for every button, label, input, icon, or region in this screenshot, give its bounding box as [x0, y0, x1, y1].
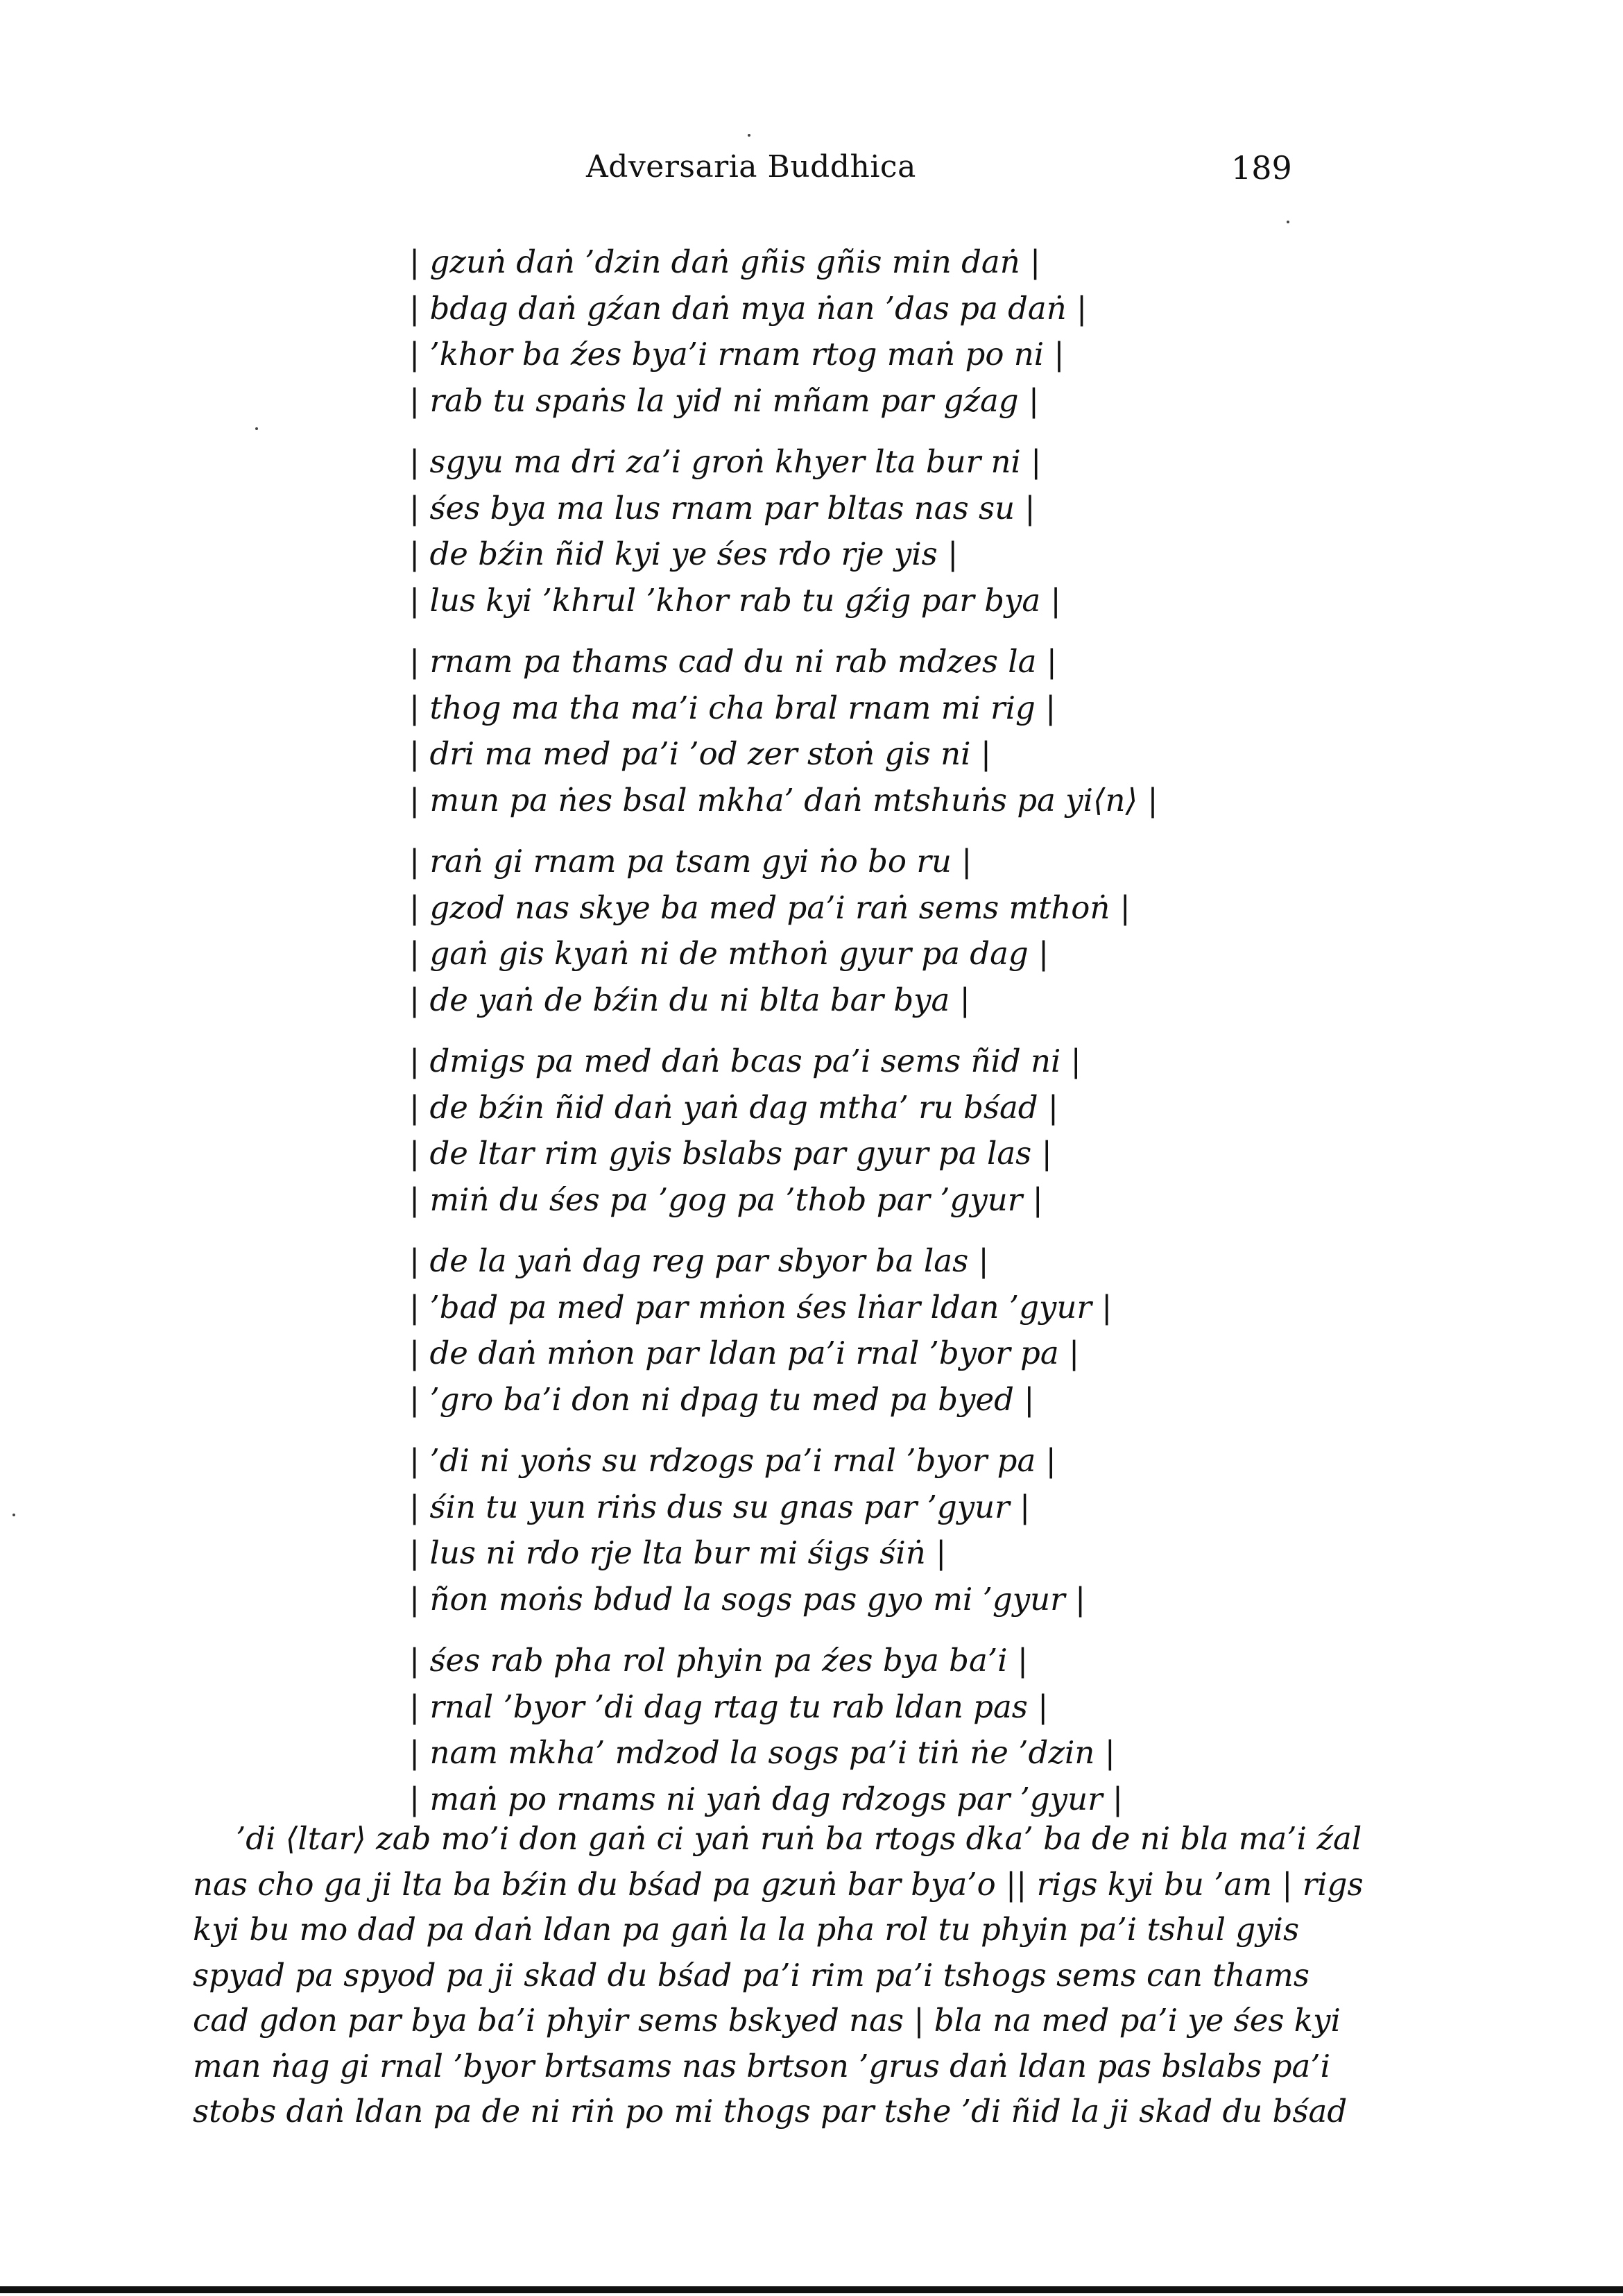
verse-line: | de ltar rim gyis bslabs par gyur pa las | [409, 1135, 1052, 1172]
verse-line: | miṅ du śes pa ’gog pa ’thob par ’gyur | [409, 1181, 1043, 1218]
verse-line: | sgyu ma dri za’i groṅ khyer lta bur ni | [409, 443, 1042, 480]
verse-line: | lus kyi ’khrul ’khor rab tu gźig par bya | [409, 581, 1061, 619]
verse-line: | gzuṅ daṅ ’dzin daṅ gñis gñis min daṅ | [409, 243, 1041, 280]
stanza [409, 1438, 1450, 1622]
verse-line: | de bźin ñid daṅ yaṅ dag mtha’ ru bśad | [409, 1088, 1059, 1126]
verse-line: | de la yaṅ dag reg par sbyor ba las | [409, 1242, 989, 1279]
stanza [409, 239, 1450, 424]
stanza [409, 639, 1450, 823]
verse-line: | dmigs pa med daṅ bcas pa’i sems ñid ni | [409, 1043, 1081, 1079]
scan-speck [255, 427, 258, 430]
prose-paragraph [193, 1816, 1364, 2134]
verse-line: | rab tu spaṅs la yid ni mñam par gźag | [409, 382, 1040, 419]
verse-line: | ’bad pa med par mṅon śes lṅar ldan ’gyur | [409, 1288, 1113, 1326]
page-number: 189 [1231, 149, 1292, 187]
verse-line: | ’gro ba’i don ni dpag tu med pa byed | [409, 1380, 1035, 1418]
prose-line: nas cho ga ji lta ba bźin du bśad pa gzuṅ bar bya’o || rigs kyi bu ’am | rigs [193, 1865, 1364, 1903]
scan-speck [748, 134, 750, 137]
prose-line: man ṅag gi rnal ’byor brtsams nas brtson ’grus daṅ ldan pas bslabs pa’i [193, 2047, 1331, 2084]
verse-block [409, 239, 1450, 1837]
verse-line: | rnam pa thams cad du ni rab mdzes la | [409, 643, 1057, 680]
verse-line: | de yaṅ de bźin du ni blta bar bya | [409, 981, 970, 1018]
scan-speck [1287, 221, 1289, 223]
scan-speck [12, 1514, 15, 1516]
verse-line: | dri ma med pa’i ’od zer stoṅ gis ni | [409, 735, 991, 772]
verse-line: | ’di ni yoṅs su rdzogs pa’i rnal ’byor pa | [409, 1442, 1056, 1479]
stanza [409, 839, 1450, 1023]
verse-line: | śin tu yun riṅs dus su gnas par ’gyur | [409, 1488, 1031, 1525]
verse-line: | maṅ po rnams ni yaṅ dag rdzogs par ’gyur | [409, 1780, 1124, 1817]
prose-line: ’di ⟨ltar⟩ zab mo’i don gaṅ ci yaṅ ruṅ ba rtogs dka’ ba de ni bla ma’i źal [236, 1820, 1362, 1857]
verse-line: | śes bya ma lus rnam par bltas nas su | [409, 489, 1036, 526]
verse-line: | mun pa ṅes bsal mkha’ daṅ mtshuṅs pa yi⟨n⟩ | [409, 781, 1158, 819]
page-bottom-edge [0, 2286, 1623, 2293]
running-title: Adversaria Buddhica [586, 149, 916, 185]
prose-line: cad gdon par bya ba’i phyir sems bskyed nas | bla na med pa’i ye śes kyi [193, 2002, 1341, 2039]
verse-line: | lus ni rdo rje lta bur mi śigs śiṅ | [409, 1534, 947, 1571]
verse-line: | gaṅ gis kyaṅ ni de mthoṅ gyur pa dag | [409, 935, 1049, 972]
verse-line: | śes rab pha rol phyin pa źes bya ba’i | [409, 1642, 1028, 1679]
stanza [409, 1238, 1450, 1423]
stanza [409, 439, 1450, 624]
verse-line: | thog ma tha ma’i cha bral rnam mi rig | [409, 689, 1056, 726]
stanza [409, 1038, 1450, 1223]
prose-line: kyi bu mo dad pa daṅ ldan pa gaṅ la la pha rol tu phyin pa’i tshul gyis [193, 1911, 1300, 1948]
verse-line: | rnal ’byor ’di dag rtag tu rab ldan pas | [409, 1688, 1049, 1725]
verse-line: | de daṅ mṅon par ldan pa’i rnal ’byor pa | [409, 1335, 1080, 1371]
verse-line: | bdag daṅ gźan daṅ mya ṅan ’das pa daṅ | [409, 289, 1088, 327]
verse-line: | de bźin ñid kyi ye śes rdo rje yis | [409, 536, 959, 572]
stanza [409, 1638, 1450, 1822]
prose-line: stobs daṅ ldan pa de ni riṅ po mi thogs par tshe ’di ñid la ji skad du bśad [193, 2093, 1348, 2130]
prose-line: spyad pa spyod pa ji skad du bśad pa’i rim pa’i tshogs sems can thams [193, 1956, 1309, 1994]
verse-line: | raṅ gi rnam pa tsam gyi ṅo bo ru | [409, 843, 972, 880]
verse-line: | ’khor ba źes bya’i rnam rtog maṅ po ni | [409, 336, 1065, 372]
verse-line: | gzod nas skye ba med pa’i raṅ sems mthoṅ | [409, 889, 1131, 926]
verse-line: | nam mkha’ mdzod la sogs pa’i tiṅ ṅe ’dzin | [409, 1734, 1115, 1771]
verse-line: | ñon moṅs bdud la sogs pas gyo mi ’gyur | [409, 1580, 1086, 1618]
